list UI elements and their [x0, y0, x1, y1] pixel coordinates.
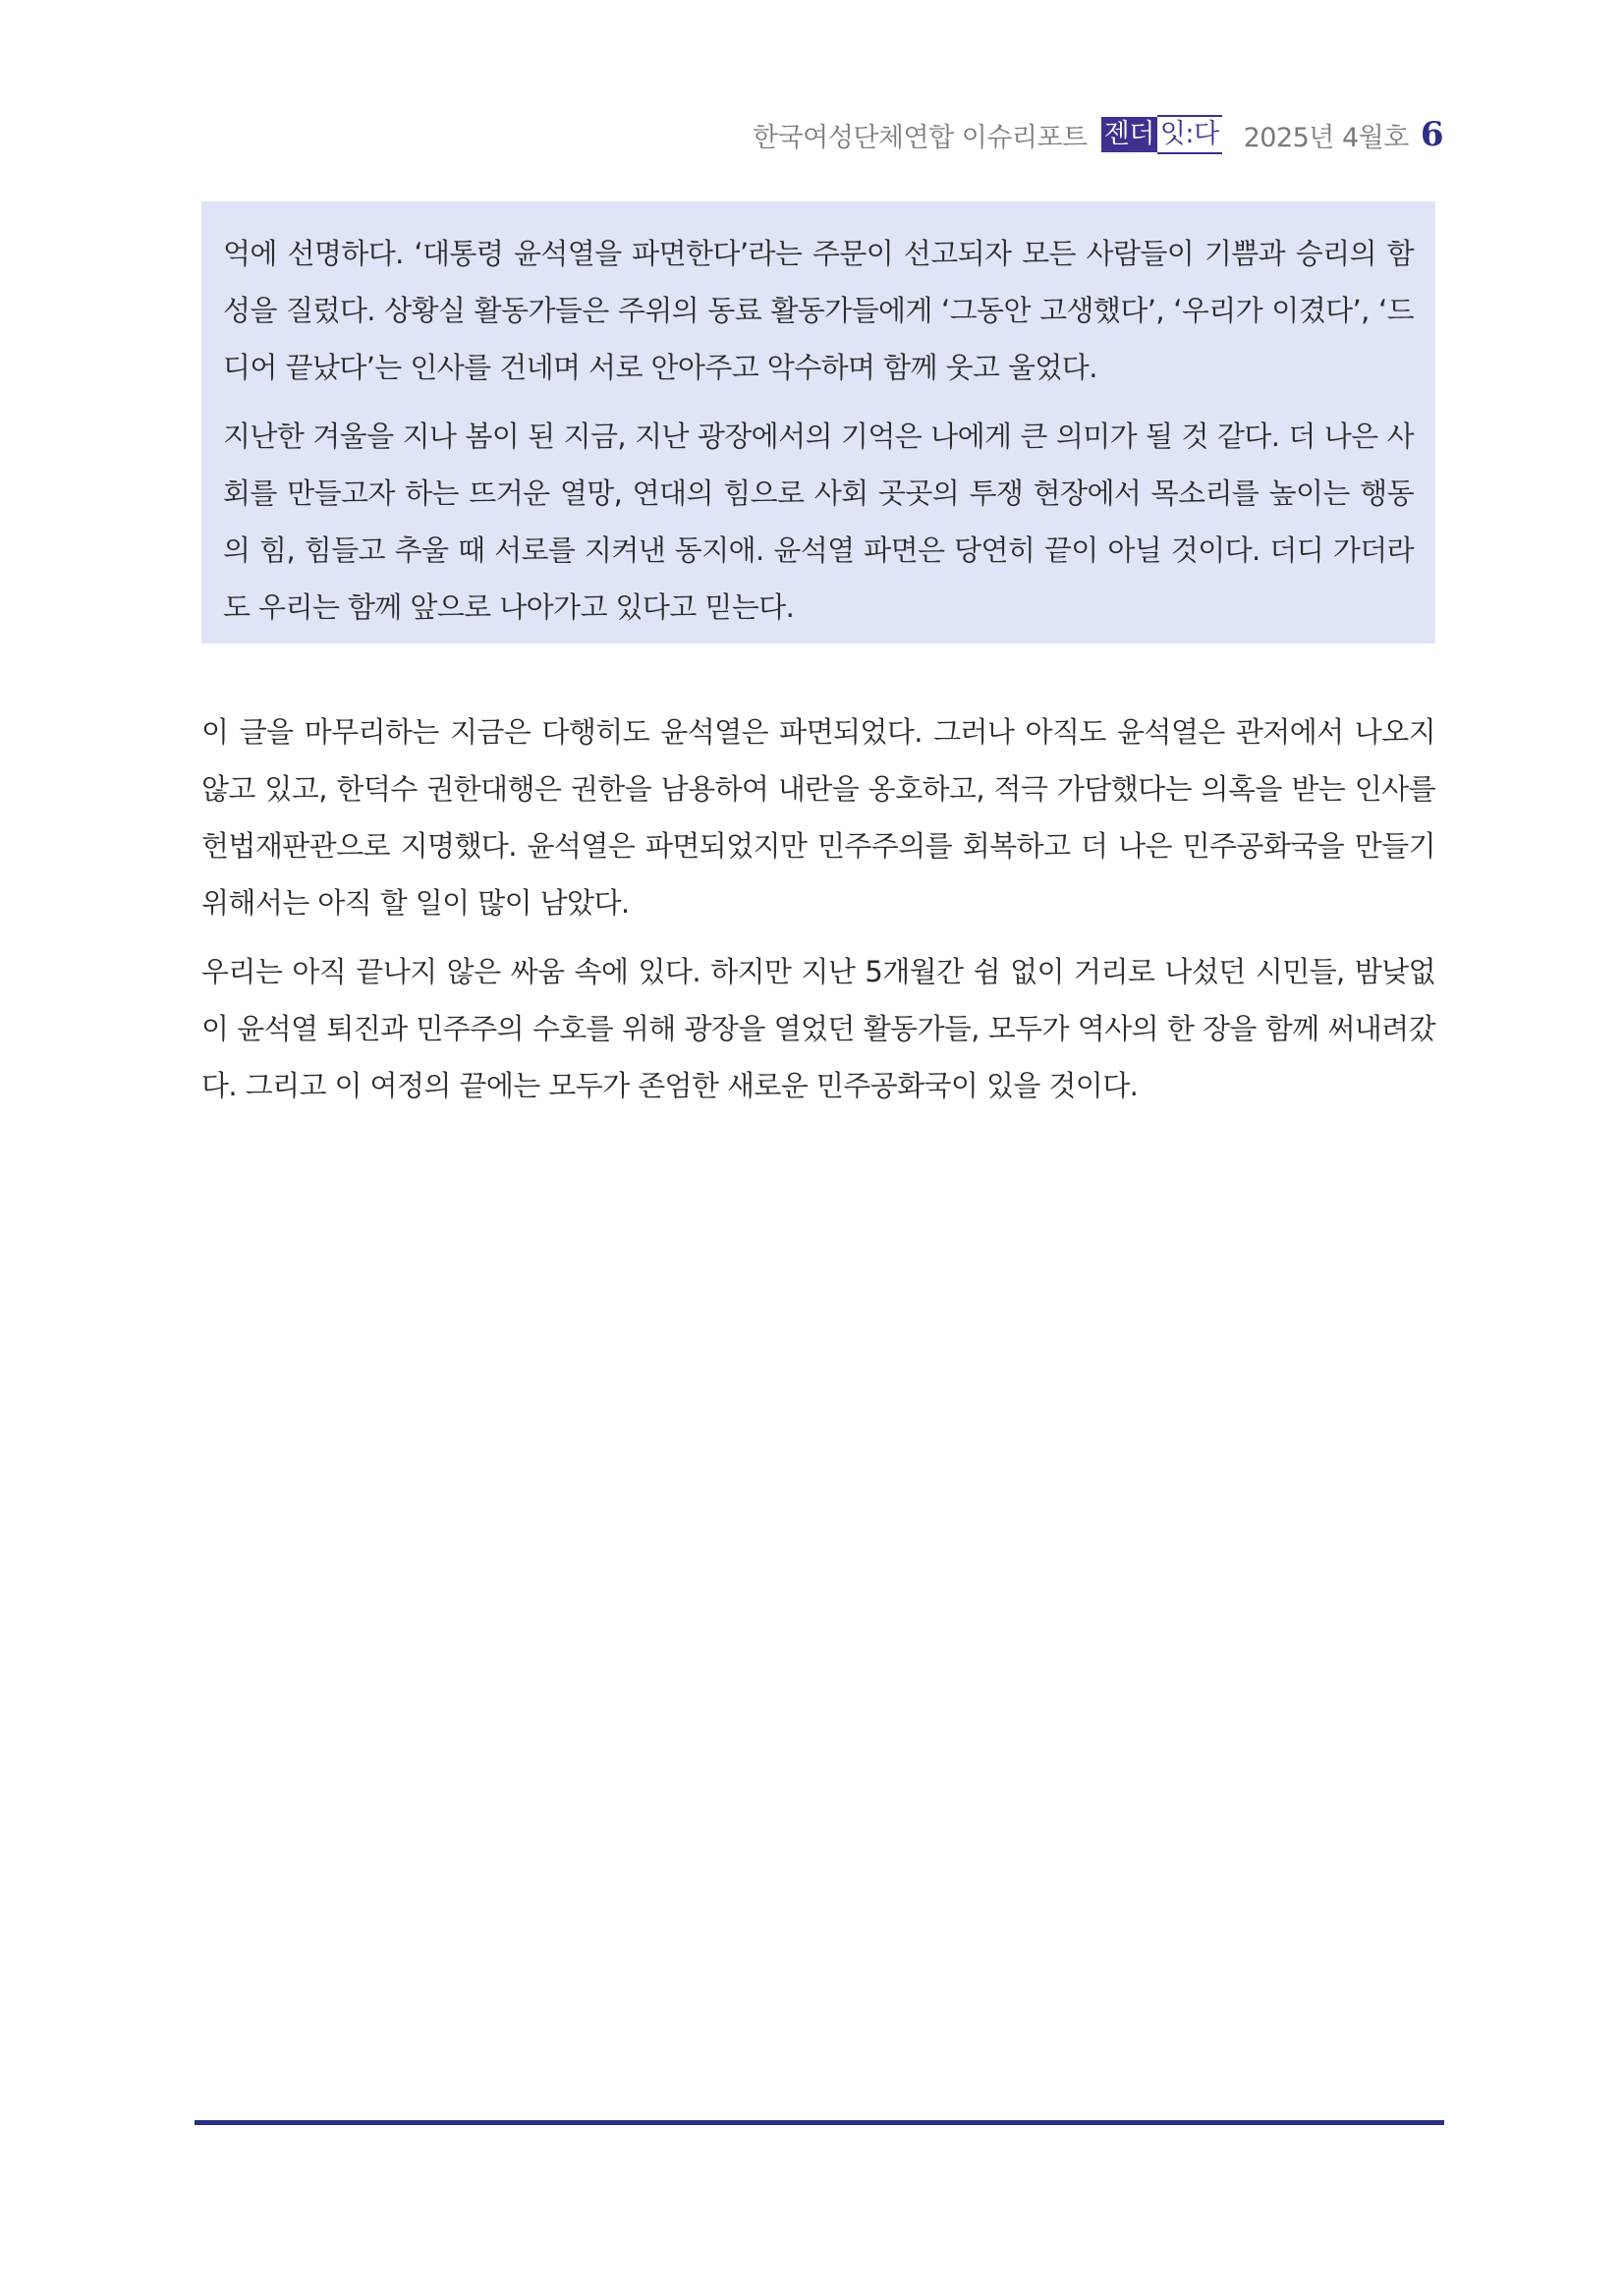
issue-date: 2025년 4월호	[1243, 122, 1409, 153]
body-text	[201, 703, 1435, 1114]
brand-logo	[1101, 115, 1222, 154]
quote-paragraph: 지난한 겨울을 지나 봄이 된 지금, 지난 광장에서의 기억은 나에게 큰 의미가 될 것 같다. 더 나은 사회를 만들고자 하는 뜨거운 열망, 연대의 힘으로 사회 곳곳의 투쟁 현장에서 목소리를 높이는 행동의 힘, 힘들고 추울 때 서로를 지켜낸 동지애. 윤석열 파면은 당연히 끝이 아닐 것이다. 더디 가더라도 우리는 함께 앞으로 나아가고 있다고 믿는다.	[223, 420, 1414, 624]
footer-divider	[195, 2120, 1444, 2125]
body-paragraph: 이 글을 마무리하는 지금은 다행히도 윤석열은 파면되었다. 그러나 아직도 윤석열은 관저에서 나오지 않고 있고, 한덕수 권한대행은 권한을 남용하여 내란을 옹호하고, 적극 가담했다는 의혹을 받는 인사를 헌법재판관으로 지명했다. 윤석열은 파면되었지만 민주주의를 회복하고 더 나은 민주공화국을 만들기 위해서는 아직 할 일이 많이 남았다.	[201, 715, 1435, 920]
quote-box	[201, 201, 1435, 644]
report-series-title: 한국여성단체연합 이슈리포트	[753, 122, 1088, 153]
page-number: 6	[1420, 115, 1443, 154]
brand-logo-part1: 젠더	[1101, 117, 1157, 152]
page-header	[753, 110, 1443, 159]
body-paragraph: 우리는 아직 끝나지 않은 싸움 속에 있다. 하지만 지난 5개월간 쉼 없이 거리로 나섰던 시민들, 밤낮없이 윤석열 퇴진과 민주주의 수호를 위해 광장을 열었던 활동가들, 모두가 역사의 한 장을 함께 써내려갔다. 그리고 이 여정의 끝에는 모두가 존엄한 새로운 민주공화국이 있을 것이다.	[201, 955, 1435, 1102]
brand-logo-part2: 잇:다	[1157, 115, 1222, 154]
quote-paragraph: 억에 선명하다. ‘대통령 윤석열을 파면한다’라는 주문이 선고되자 모든 사람들이 기쁨과 승리의 함성을 질렀다. 상황실 활동가들은 주위의 동료 활동가들에게 ‘그동안 고생했다’, ‘우리가 이겼다’, ‘드디어 끝났다’는 인사를 건네며 서로 안아주고 악수하며 함께 웃고 울었다.	[223, 237, 1414, 384]
